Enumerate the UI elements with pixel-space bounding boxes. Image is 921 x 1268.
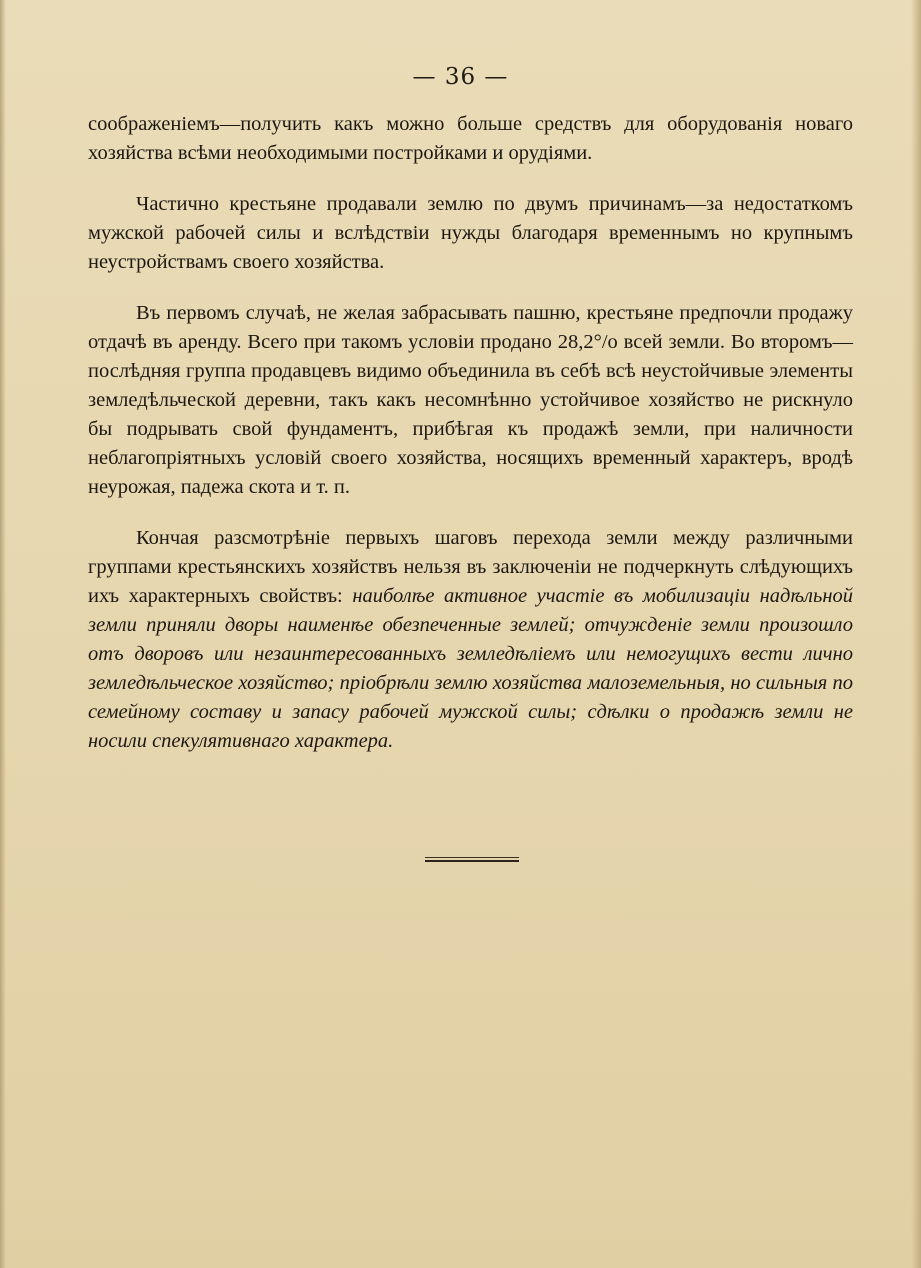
page-edge-left	[0, 0, 6, 1268]
paragraph-3	[88, 299, 853, 502]
paragraph-1-text: соображенiемъ—получить какъ можно больше средствъ для оборудованiя новаго хозяйства всѣми необходимыми постройками и орудiями.	[88, 113, 853, 164]
paragraph-4-italic-conclusion: наиболѣе активное участiе въ мобилизацiи надѣльной земли приняли дворы наименѣе обезпеченные землей; отчужденiе земли произошло отъ дворовъ или незаинтересованныхъ земледѣлiемъ или немогущихъ вести лично земледѣльческое хозяйство; прiобрѣли землю хозяйства малоземельныя, но сильныя по семейному составу и запасу рабочей мужской силы; сдѣлки о продажѣ земли не носили спекулятивнаго характера.	[88, 585, 853, 752]
paragraph-2-text: Частично крестьяне продавали землю по двумъ причинамъ—за недостаткомъ мужской рабочей силы и вслѣдствiи нужды благодаря временнымъ но крупнымъ неустройствамъ своего хозяйства.	[88, 193, 853, 273]
body-text	[88, 110, 853, 778]
paragraph-3-text: Въ первомъ случаѣ, не желая забрасывать пашню, крестьяне предпочли продажу отдачѣ въ аренду. Всего при такомъ условiи продано 28,2°/о всей земли. Во второмъ—послѣдняя группа продавцевъ видимо объединила въ себѣ всѣ неустойчивые элементы земледѣльческой деревни, такъ какъ несомнѣнно устойчивое хозяйство не рискнуло бы подрывать свой фундаментъ, прибѣгая къ продажѣ земли, при наличности неблагопрiятныхъ условiй своего хозяйства, носящихъ временный характеръ, вродѣ неурожая, падежа скота и т. п.	[88, 302, 853, 498]
page-number: — 36 —	[412, 64, 509, 90]
divider-thin-line	[425, 857, 519, 858]
paragraph-2	[88, 190, 853, 277]
page-edge-right	[911, 0, 921, 1268]
paragraph-4	[88, 524, 853, 756]
section-divider	[425, 857, 519, 862]
divider-thick-line	[425, 860, 519, 862]
paragraph-4-text: Кончая разсмотрѣнiе первыхъ шаговъ перехода земли между различными группами крестьянскихъ хозяйствъ нельзя въ заключенiи не подчеркнуть слѣдующихъ ихъ характерныхъ свойствъ:	[88, 527, 853, 607]
paragraph-1	[88, 110, 853, 168]
